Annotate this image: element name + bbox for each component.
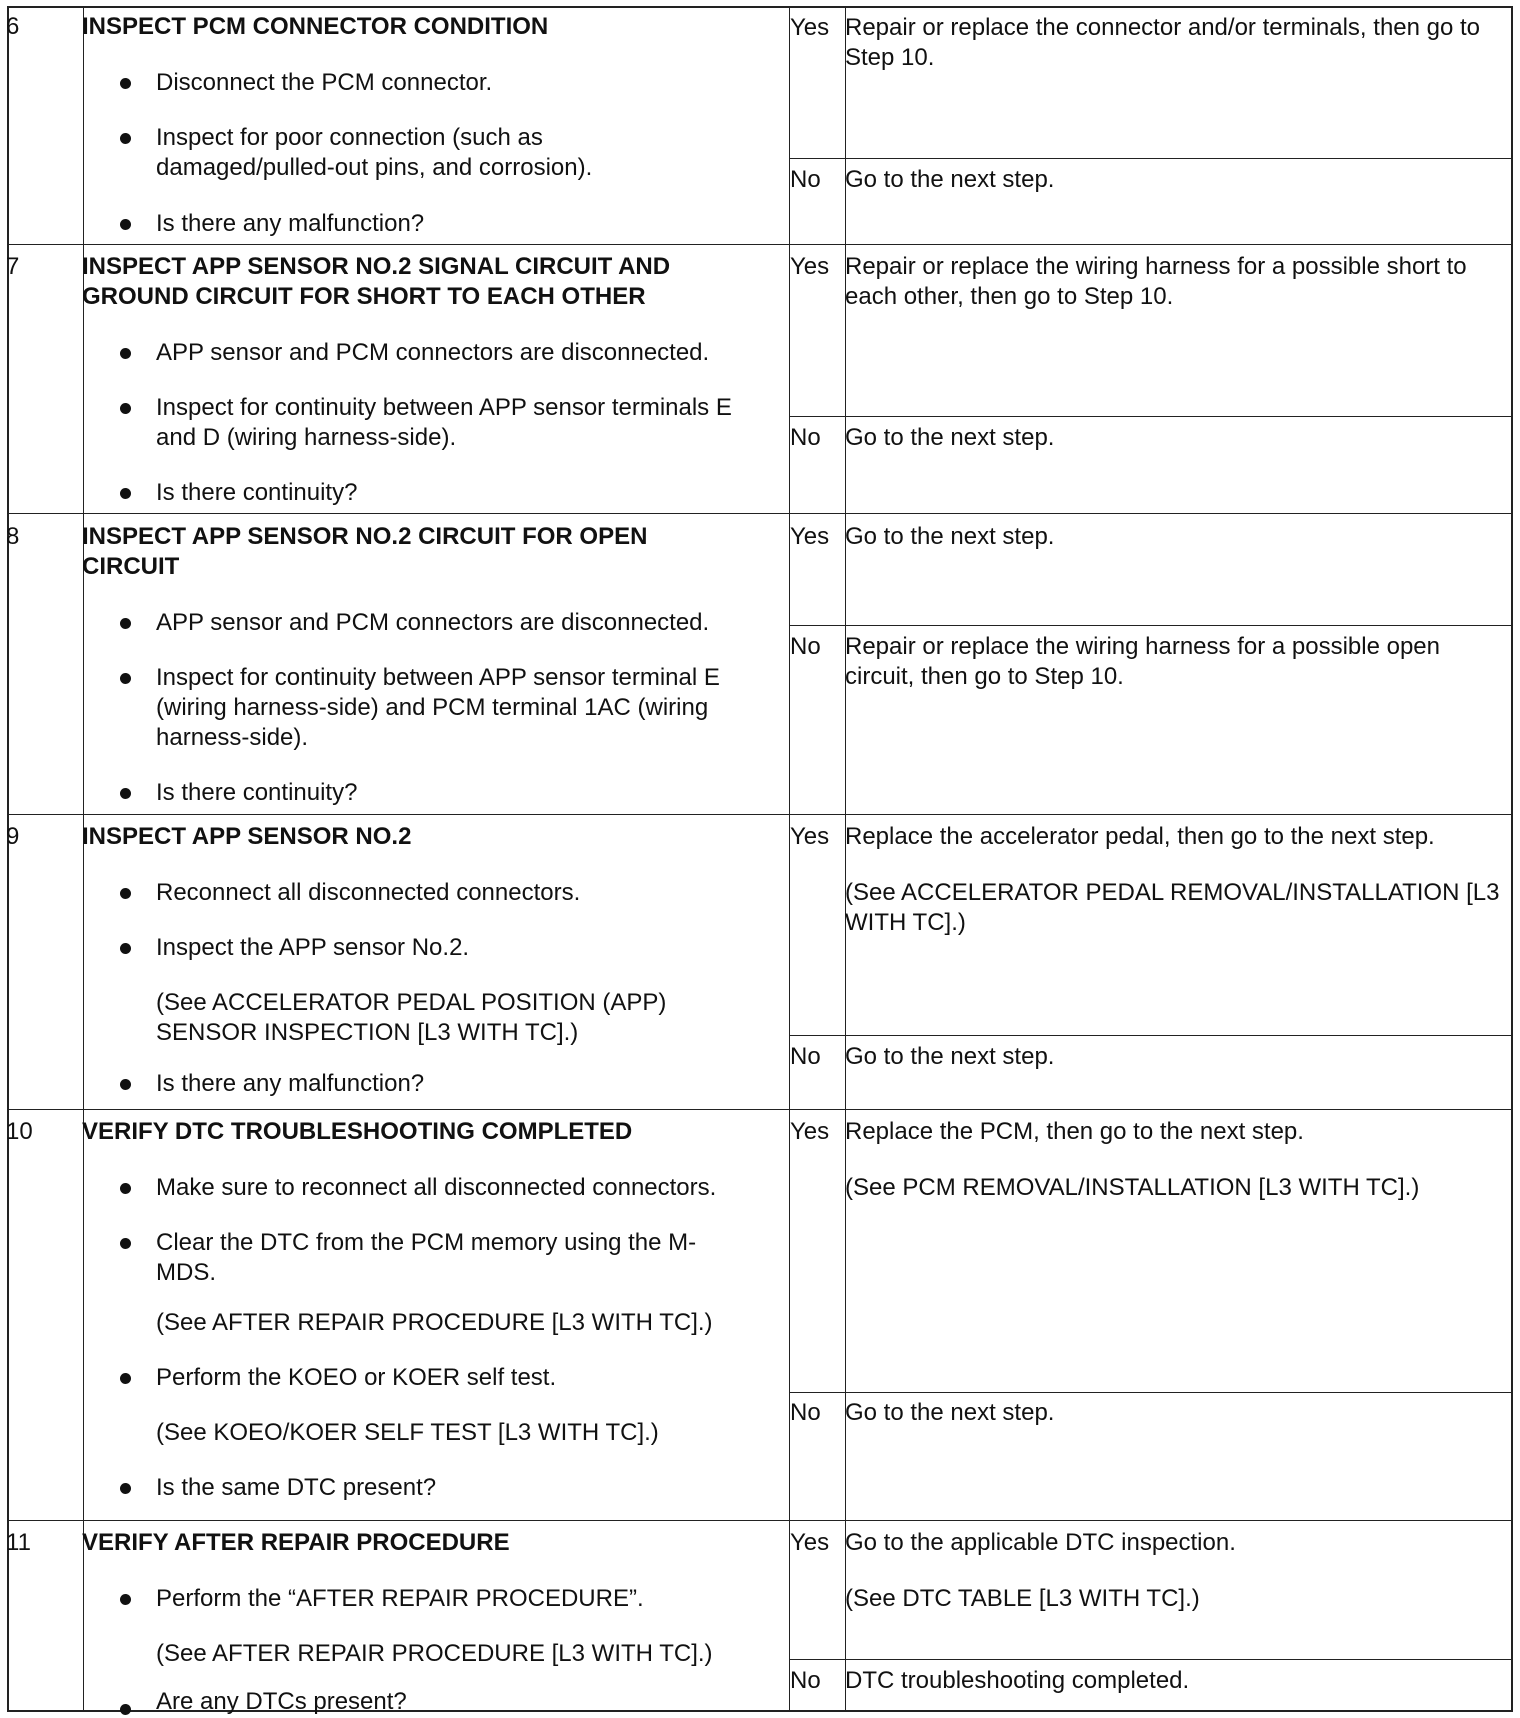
yes-action: Replace the accelerator pedal, then go to the next step. [845, 823, 1435, 850]
step-item: Is there continuity? [156, 479, 358, 506]
yes-action: Go to the applicable DTC inspection. [845, 1529, 1236, 1556]
step-item: Is the same DTC present? [156, 1474, 437, 1501]
step-number: 9 [6, 823, 20, 850]
step-title: VERIFY DTC TROUBLESHOOTING COMPLETED [82, 1118, 633, 1145]
no-action: DTC troubleshooting completed. [845, 1667, 1190, 1694]
bullet-icon [120, 943, 131, 954]
bullet-icon [120, 1483, 131, 1494]
no-label: No [790, 1399, 821, 1426]
row-divider [9, 244, 1511, 245]
step-item: Perform the “AFTER REPAIR PROCEDURE”. [156, 1585, 644, 1612]
step-item: Is there any malfunction? [156, 210, 425, 237]
yes-no-divider [789, 416, 1511, 417]
step-number: 10 [6, 1118, 33, 1145]
step-note: (See KOEO/KOER SELF TEST [L3 WITH TC].) [156, 1419, 659, 1446]
yes-label: Yes [790, 523, 830, 550]
bullet-icon [120, 488, 131, 499]
bullet-icon [120, 1704, 131, 1715]
yes-reference: (See PCM REMOVAL/INSTALLATION [L3 WITH TC].) [845, 1174, 1420, 1201]
bullet-icon [120, 1183, 131, 1194]
yes-action: Replace the PCM, then go to the next step. [845, 1118, 1304, 1145]
bullet-icon [120, 1373, 131, 1384]
yes-label: Yes [790, 823, 830, 850]
bullet-icon [120, 1238, 131, 1249]
step-title: INSPECT APP SENSOR NO.2 [82, 823, 412, 850]
step-note: (See ACCELERATOR PEDAL POSITION (APP) SENSOR INSPECTION [L3 WITH TC].) [156, 989, 667, 1046]
step-note: (See AFTER REPAIR PROCEDURE [L3 WITH TC].) [156, 1640, 713, 1667]
step-number: 6 [6, 13, 20, 40]
step-item: Make sure to reconnect all disconnected connectors. [156, 1174, 717, 1201]
yes-action: Go to the next step. [845, 523, 1055, 550]
yes-label: Yes [790, 14, 830, 41]
yes-no-divider [789, 1659, 1511, 1660]
step-item: APP sensor and PCM connectors are disconnected. [156, 609, 710, 636]
yes-action: Repair or replace the connector and/or terminals, then go to Step 10. [845, 14, 1481, 71]
yes-no-divider [789, 1392, 1511, 1393]
no-action: Go to the next step. [845, 166, 1055, 193]
yes-no-divider [789, 158, 1511, 159]
step-item: Perform the KOEO or KOER self test. [156, 1364, 557, 1391]
step-title: VERIFY AFTER REPAIR PROCEDURE [82, 1529, 510, 1556]
row-divider [9, 1109, 1511, 1110]
no-label: No [790, 1043, 821, 1070]
row-divider [9, 1520, 1511, 1521]
step-item: Inspect for continuity between APP sensor terminal E (wiring harness-side) and PCM terminal 1AC (wiring harness-side). [156, 664, 720, 751]
bullet-icon [120, 403, 131, 414]
bullet-icon [120, 133, 131, 144]
yes-no-divider [789, 1035, 1511, 1036]
yes-label: Yes [790, 253, 830, 280]
bullet-icon [120, 618, 131, 629]
step-item: APP sensor and PCM connectors are disconnected. [156, 339, 710, 366]
step-item: Inspect the APP sensor No.2. [156, 934, 470, 961]
yes-action: Repair or replace the wiring harness for a possible short to each other, then go to Step 10. [845, 253, 1467, 310]
step-note: (See AFTER REPAIR PROCEDURE [L3 WITH TC].) [156, 1309, 713, 1336]
no-action: Repair or replace the wiring harness for a possible open circuit, then go to Step 10. [845, 633, 1440, 690]
yes-label: Yes [790, 1529, 830, 1556]
no-action: Go to the next step. [845, 424, 1055, 451]
row-divider [9, 814, 1511, 815]
step-item: Are any DTCs present? [156, 1688, 407, 1715]
step-item: Inspect for poor connection (such as damaged/pulled-out pins, and corrosion). [156, 124, 593, 181]
yes-reference: (See DTC TABLE [L3 WITH TC].) [845, 1585, 1200, 1612]
row-divider [9, 513, 1511, 514]
step-title: INSPECT APP SENSOR NO.2 SIGNAL CIRCUIT AND GROUND CIRCUIT FOR SHORT TO EACH OTHER [82, 253, 671, 310]
no-label: No [790, 166, 821, 193]
step-number: 11 [6, 1529, 31, 1556]
bullet-icon [120, 673, 131, 684]
no-label: No [790, 1667, 821, 1694]
step-item: Inspect for continuity between APP sensor terminals E and D (wiring harness-side). [156, 394, 732, 451]
step-item: Reconnect all disconnected connectors. [156, 879, 581, 906]
step-number: 7 [6, 253, 20, 280]
step-item: Is there any malfunction? [156, 1070, 425, 1097]
no-action: Go to the next step. [845, 1043, 1055, 1070]
bullet-icon [120, 1079, 131, 1090]
bullet-icon [120, 219, 131, 230]
yes-no-divider [789, 625, 1511, 626]
yes-reference: (See ACCELERATOR PEDAL REMOVAL/INSTALLATION [L3 WITH TC].) [845, 879, 1500, 936]
bullet-icon [120, 78, 131, 89]
bullet-icon [120, 1594, 131, 1605]
no-label: No [790, 424, 821, 451]
step-item: Disconnect the PCM connector. [156, 69, 493, 96]
step-number: 8 [6, 523, 20, 550]
step-title: INSPECT PCM CONNECTOR CONDITION [82, 13, 549, 40]
bullet-icon [120, 888, 131, 899]
step-item: Is there continuity? [156, 779, 358, 806]
no-label: No [790, 633, 821, 660]
no-action: Go to the next step. [845, 1399, 1055, 1426]
yes-label: Yes [790, 1118, 830, 1145]
bullet-icon [120, 348, 131, 359]
step-item: Clear the DTC from the PCM memory using the M-MDS. [156, 1229, 697, 1286]
step-title: INSPECT APP SENSOR NO.2 CIRCUIT FOR OPEN CIRCUIT [82, 523, 648, 580]
bullet-icon [120, 788, 131, 799]
